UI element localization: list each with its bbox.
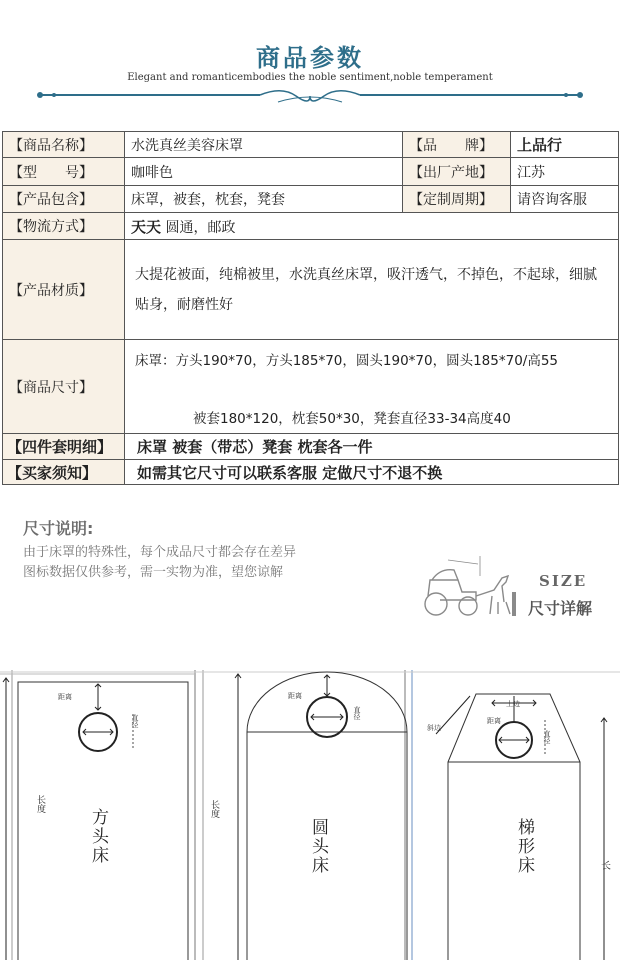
param-label: 【买家须知】 — [3, 460, 125, 485]
trapezoid-slope-label: 斜边 — [427, 724, 441, 732]
param-label: 【定制周期】 — [403, 186, 511, 213]
size-note-line: 图标数据仅供参考，需一实物为准，望您谅解 — [23, 565, 284, 580]
param-label: 【品 牌】 — [403, 132, 511, 158]
table-row — [3, 340, 619, 434]
param-label: 【产品包含】 — [3, 186, 125, 213]
trapezoid-top-edge-label: 上边 — [506, 700, 520, 708]
round-distance-label: 距离 — [288, 692, 302, 700]
size-note-line: 由于床罩的特殊性，每个成品尺寸都会存在差异 — [23, 545, 297, 560]
param-value — [125, 340, 619, 434]
logistics-rest: 圆通，邮政 — [165, 219, 236, 236]
param-label: 【商品尺寸】 — [3, 340, 125, 434]
param-value: 床罩，被套，枕套，凳套 — [125, 186, 403, 213]
square-distance-label: 距离 — [58, 693, 72, 701]
size-heading-en: SIZE — [539, 572, 588, 590]
param-value: 如需其它尺寸可以联系客服 定做尺寸不退不换 — [125, 460, 619, 485]
param-value: 请咨询客服 — [511, 186, 619, 213]
table-row — [3, 186, 619, 213]
param-value: 床罩 被套（带芯）凳套 枕套各一件 — [125, 434, 619, 460]
size-note-title: 尺寸说明: — [23, 519, 94, 538]
param-label: 【商品名称】 — [3, 132, 125, 158]
round-length-label: 长度 — [209, 800, 219, 818]
trapezoid-distance-label: 距离 — [487, 717, 501, 725]
size-line-1: 床罩：方头190*70，方头185*70，圆头190*70，圆头185*70/高55 — [135, 352, 559, 369]
header-ornament — [30, 84, 590, 110]
logistics-brand: 天天 — [131, 217, 162, 236]
param-value: 咖啡色 — [125, 158, 403, 186]
product-params-table — [2, 131, 619, 485]
page-title: 商品参数 — [256, 44, 364, 72]
round-bed-diagram — [235, 672, 407, 960]
param-value — [125, 213, 619, 240]
param-value: 水洗真丝美容床罩 — [125, 132, 403, 158]
size-heading-cn: 尺寸详解 — [528, 599, 593, 618]
trapezoid-bed-name: 梯形床 — [514, 818, 534, 875]
table-row — [3, 434, 619, 460]
param-label: 【产品材质】 — [3, 240, 125, 340]
param-value: 江苏 — [511, 158, 619, 186]
param-value: 大提花被面，纯棉被里，水洗真丝床罩，吸汗透气，不掉色，不起球，细腻贴身，耐磨性好 — [125, 240, 619, 340]
table-row — [3, 132, 619, 158]
round-diameter-label: 直径 — [353, 706, 361, 720]
table-row — [3, 158, 619, 186]
param-label: 【物流方式】 — [3, 213, 125, 240]
param-label: 【四件套明细】 — [3, 434, 125, 460]
page-subtitle: Elegant and romanticembodies the noble sentiment,noble temperament — [127, 72, 493, 83]
table-row — [3, 460, 619, 485]
table-row — [3, 213, 619, 240]
trapezoid-diameter-label: 直径 — [543, 730, 551, 744]
param-value: 上品行 — [511, 132, 619, 158]
square-diameter-label: 直径 — [131, 714, 139, 728]
size-heading-bar — [512, 592, 516, 616]
size-line-2: 被套180*120，枕套50*30，凳套直径33-34高度40 — [193, 410, 511, 427]
square-length-label: 长度 — [35, 795, 45, 813]
trapezoid-length-label: 长 — [601, 861, 611, 872]
round-bed-name: 圆头床 — [308, 818, 328, 875]
square-bed-name: 方头床 — [88, 808, 108, 865]
param-label: 【型 号】 — [3, 158, 125, 186]
param-label: 【出厂产地】 — [403, 158, 511, 186]
table-row — [3, 240, 619, 340]
